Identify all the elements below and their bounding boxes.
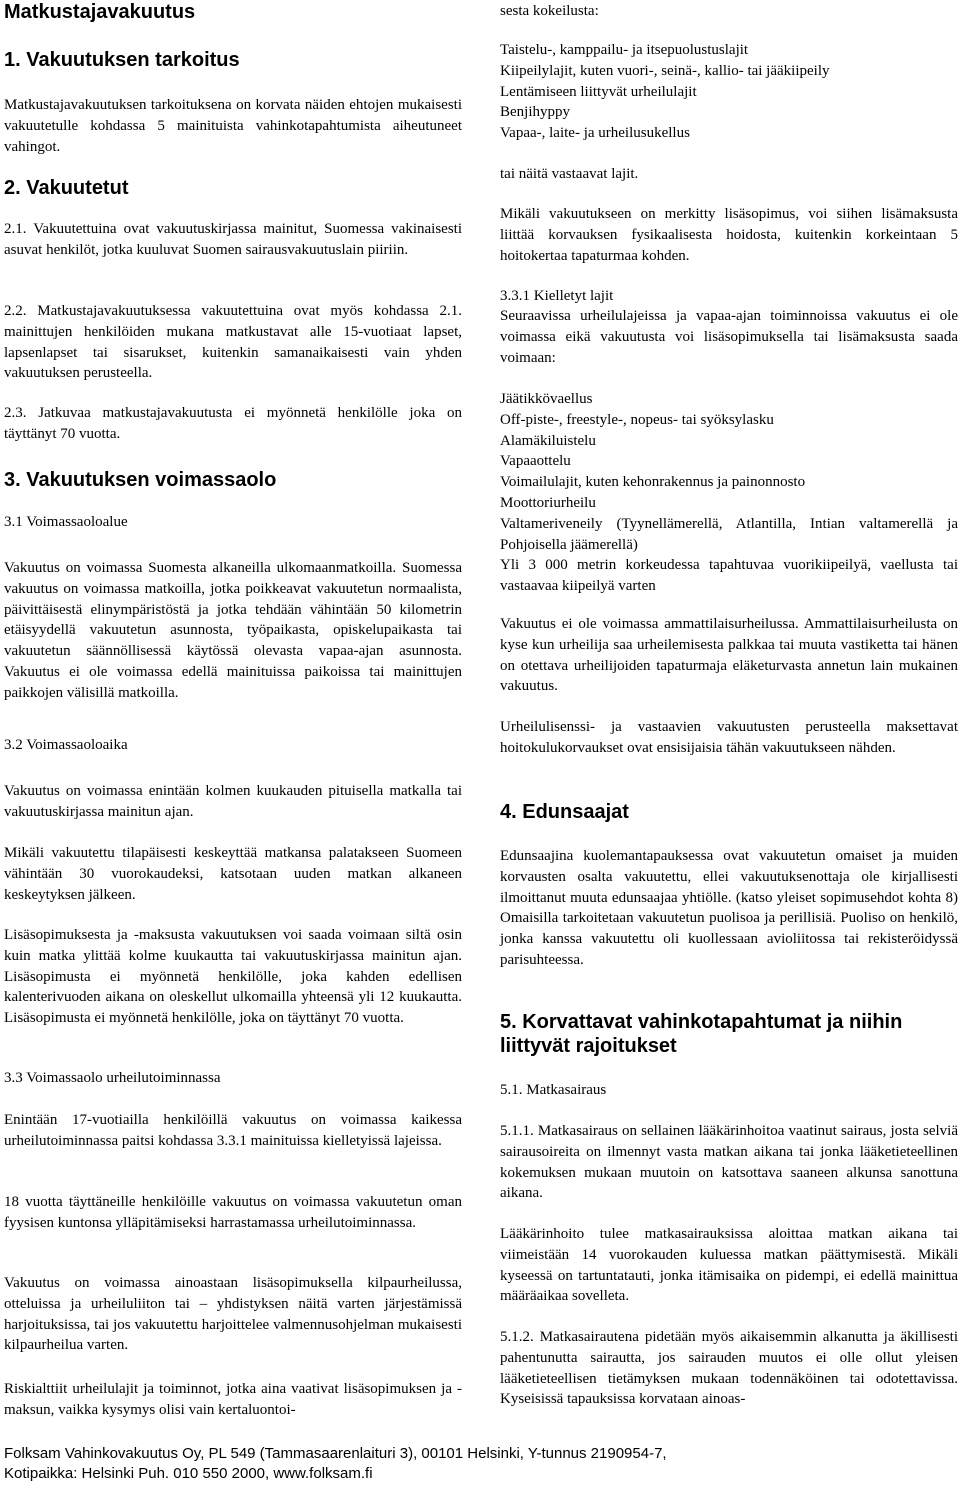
licence-paragraph: Urheilulisenssi- ja vastaavien vakuutusten perusteella maksettavat hoitokulukorvaukset ovat ensisijaisia tähän vakuutukseen nähden.: [500, 719, 958, 756]
section-3-3-paragraph-3: Vakuutus on voimassa ainoastaan lisäsopimuksella kilpaurheilussa, otteluissa ja urheiluliiton tai – yhdistyksen näitä varten järjestämissä harjoituksissa, tai jos vakuutettu harjoittelee valmennusohjelman mukaisesti kilpaurheilua varten.: [4, 1275, 462, 1354]
section-2-heading: 2. Vakuutetut: [4, 177, 129, 199]
section-5-1-1-paragraph: 5.1.1. Matkasairaus on sellainen lääkärinhoitoa vaatinut sairaus, josta selviä sairausoireita on ilmennyt vasta matkan aikana tai jonka lääketieteellinen kokemuksen mukaan muutoin on katsottava saaneen alkunsa sanottuna aikana.: [500, 1123, 958, 1202]
medical-care-paragraph: Lääkärinhoito tulee matkasairauksissa aloittaa matkan aikana tai viimeistään 14 vuorokauden kuluessa matkan päättymisestä. Mikäli kyseessä on tartuntatauti, jonka itämisaika on pidempi, ei edellä mainittua määräaikaa sovelleta.: [500, 1226, 958, 1305]
page-footer: [4, 1444, 904, 1484]
continuation-line: sesta kokeilusta:: [500, 3, 599, 19]
section-3-heading: 3. Vakuutuksen voimassaolo: [4, 469, 277, 491]
section-3-3-1-heading: 3.3.1 Kielletyt lajit: [500, 288, 614, 304]
list-item: Off-piste-, freestyle-, nopeus- tai syöksylasku: [500, 411, 774, 428]
list-item: Voimailulajit, kuten kehonrakennus ja painonnosto: [500, 474, 806, 491]
section-3-2-paragraph-3: Lisäsopimuksesta ja -maksusta vakuutuksen voi saada voimaan siltä osin kuin matka ylittää kolme kuukautta tai vakuutuskirjassa mainitun ajan. Lisäsopimusta ei myönnetä henkilölle, joka kahden edellisen kalenterivuoden aikana on oleskellut ulkomailla yhteensä yli 12 kuukautta. Lisäsopimusta ei myönnetä henkilölle, joka on täyttänyt 70 vuotta.: [4, 927, 462, 1027]
list-item: Valtameriveneily (Tyynellämerellä, Atlantilla, Intian valtamerellä ja Pohjoisella jäämerellä): [500, 515, 958, 553]
footer-company-line: Folksam Vahinkovakuutus Oy, PL 549 (Tammasaarenlaituri 3), 00101 Helsinki, Y-tunnus 2190954-7,: [4, 1445, 667, 1462]
section-1-paragraph: Matkustajavakuutuksen tarkoituksena on korvata näiden ehtojen mukaisesti vakuutetulle kohdassa 5 mainituista vahinkotapahtumista aiheutuneet vahingot.: [4, 97, 462, 155]
list-item: Taistelu-, kamppailu- ja itsepuolustuslajit: [500, 42, 749, 58]
list-item: Lentämiseen liittyvät urheilulajit: [500, 83, 697, 100]
section-2-1-paragraph: 2.1. Vakuutettuina ovat vakuutuskirjassa mainitut, Suomessa vakinaisesti asuvat henkilöt, jotka kuuluvat Suomen sairausvakuutuslain piiriin.: [4, 221, 462, 258]
section-2-2-paragraph: 2.2. Matkustajavakuutuksessa vakuutettuina ovat myös kohdassa 2.1. mainittujen henkilöiden mukana matkustavat alle 15-vuotiaat lapset, lapsenlapset tai sisarukset, kuitenkin samanaikaisesti vain yhden vakuutuksen perusteella.: [4, 303, 462, 382]
list-item: Vapaa-, laite- ja urheilusukellus: [500, 125, 690, 142]
section-4-paragraph: Edunsaajina kuolemantapauksessa ovat vakuutetun omaiset ja muiden korvausten osalta vakuutettu, ellei vakuutuksenottaja ole kirjallisesti ilmoittanut muuta edunsaajaa yhtiölle. (katso yleiset sopimusehdot kohta 8) Omaisilla tarkoitetaan vakuutetun puolisoa ja perillisiä. Puoliso on henkilö, jonka kanssa vakuutettu oli kuollessaan avioliitossa tai rekisteröidyssä parisuhteessa.: [500, 848, 958, 968]
section-3-2-heading: 3.2 Voimassaoloaika: [4, 737, 128, 753]
footer-contact-line: Kotipaikka: Helsinki Puh. 010 550 2000, www.folksam.fi: [4, 1465, 373, 1482]
similar-sports-line: tai näitä vastaavat lajit.: [500, 166, 639, 182]
section-4-heading: 4. Edunsaajat: [500, 801, 629, 823]
section-3-2-paragraph-2: Mikäli vakuutettu tilapäisesti keskeyttää matkansa palatakseen Suomeen vähintään 30 vuorokaudeksi, katsotaan uuden matkan alkaneen keskeytyksen jälkeen.: [4, 845, 462, 903]
professional-sports-paragraph: Vakuutus ei ole voimassa ammattilaisurheilussa. Ammattilaisurheilusta on kyse kun urheilija saa urheilemisesta palkkaa tai muuta vastiketta tai hänen on otettava urheilijoiden tapaturmaja eläketurvasta annetun lain mukainen vakuutus.: [500, 616, 958, 695]
section-3-2-paragraph-1: Vakuutus on voimassa enintään kolmen kuukauden pituisella matkalla tai vakuutuskirjassa mainitun ajan.: [4, 783, 462, 820]
section-3-3-paragraph-4: Riskialttiit urheilulajit ja toiminnot, jotka aina vaativat lisäsopimuksen ja -maksun, vaikka kysymys olisi vain kertaluontoi-: [4, 1381, 462, 1418]
physio-paragraph: Mikäli vakuutukseen on merkitty lisäsopimus, voi siihen lisämaksusta liittää korvauksen fysikaalisesta hoidosta, kuitenkin korkeintaan 5 hoitokertaa tapaturmaa kohden.: [500, 206, 958, 264]
section-3-3-paragraph-1: Enintään 17-vuotiailla henkilöillä vakuutus on voimassa kaikessa urheilutoiminnassa paitsi kohdassa 3.3.1 mainituissa kielletyissä lajeissa.: [4, 1112, 462, 1149]
section-5-heading: 5. Korvattavat vahinkotapahtumat ja niihin liittyvät rajoitukset: [500, 1011, 903, 1057]
document-title: Matkustajavakuutus: [4, 1, 196, 23]
section-5-1-heading: 5.1. Matkasairaus: [500, 1082, 607, 1098]
section-3-3-paragraph-2: 18 vuotta täyttäneille henkilöille vakuutus on voimassa vakuutetun oman fyysisen kuntonsa ylläpitämiseksi harrastamassa urheilutoiminnassa.: [4, 1194, 462, 1231]
list-item: Jäätikkövaellus: [500, 391, 593, 407]
section-5-1-2-paragraph: 5.1.2. Matkasairautena pidetään myös aikaisemmin alkanutta ja äkillisesti pahentunutta sairautta, jos sairauden muutos ei olle ollut yleisen lääketieteellisen tietämyksen mukaan todennäköinen tai odotettavissa. Kyseisissä tapauksissa korvataan ainoas-: [500, 1329, 958, 1408]
forbidden-sports-list: [500, 389, 958, 597]
section-3-3-heading: 3.3 Voimassaolo urheilutoiminnassa: [4, 1070, 221, 1086]
section-3-1-paragraph: Vakuutus on voimassa Suomesta alkaneilla ulkomaanmatkoilla. Suomessa vakuutus on voimassa matkoilla, jotka poikkeavat vakuutetun normaalista, päivittäisestä elinympäristöstä ja jotka tehdään vähintään 50 kilometrin etäisyydellä vakuutetun asunnosta, työpaikasta, opiskelupaikasta tai vakuutetun säännöllisessä käytössä olevasta vapaa-ajan asunnosta. Vakuutus ei ole voimassa edellä mainituissa paikoissa tai mainittujen paikkojen välisillä matkoilla.: [4, 560, 462, 701]
list-item: Benjihyppy: [500, 104, 570, 121]
list-item: Vapaaottelu: [500, 453, 571, 470]
list-item: Kiipeilylajit, kuten vuori-, seinä-, kallio- tai jääkiipeily: [500, 62, 830, 79]
section-2-3-paragraph: 2.3. Jatkuvaa matkustajavakuutusta ei myönnetä henkilölle joka on täyttänyt 70 vuotta.: [4, 405, 462, 442]
list-item: Yli 3 000 metrin korkeudessa tapahtuvaa vuorikiipeilyä, vaellusta tai vastaavaa kiipeilyä varten: [500, 557, 958, 595]
sports-list: [500, 40, 958, 144]
section-3-3-1-paragraph: Seuraavissa urheilulajeissa ja vapaa-ajan toiminnoissa vakuutus ei ole voimassa eikä vakuutusta voi lisäsopimuksella tai lisämaksusta saada voimaan:: [500, 308, 958, 366]
section-1-heading: 1. Vakuutuksen tarkoitus: [4, 49, 240, 71]
list-item: Moottoriurheilu: [500, 494, 596, 511]
section-3-1-heading: 3.1 Voimassaoloalue: [4, 514, 128, 530]
list-item: Alamäkiluistelu: [500, 432, 596, 449]
